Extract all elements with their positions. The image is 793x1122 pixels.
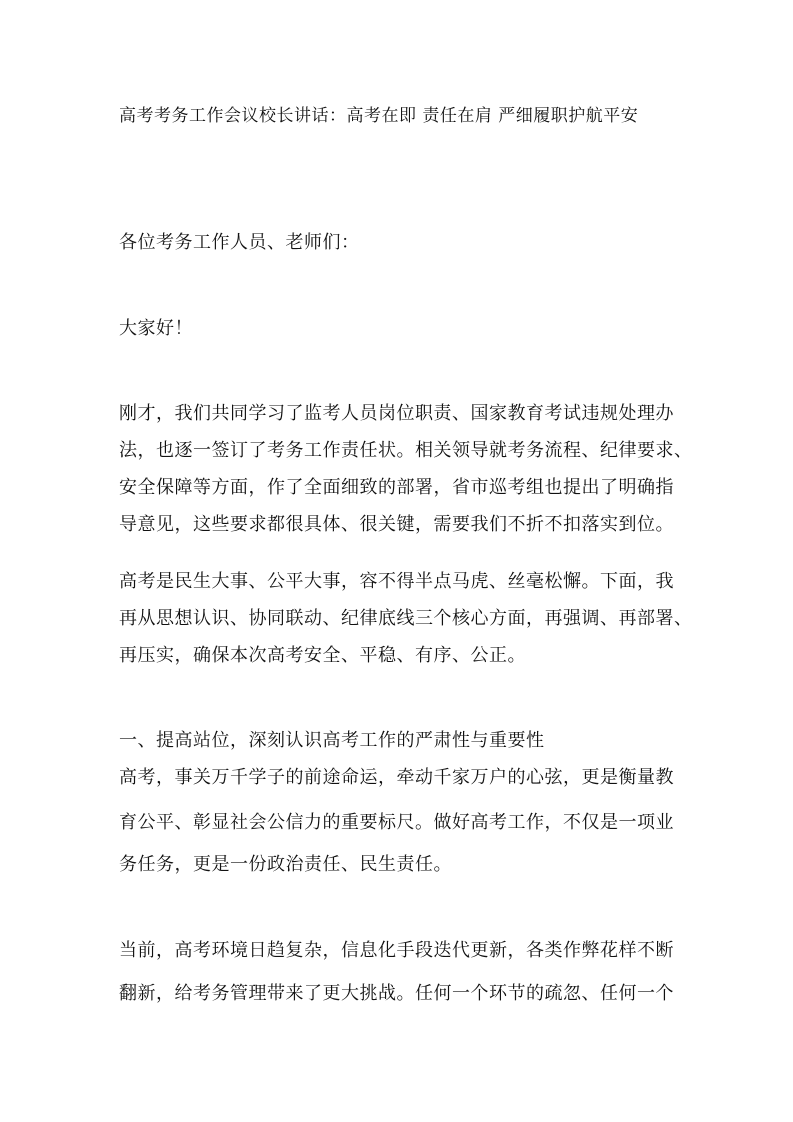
paragraph-line: 务任务，更是一份政治责任、民生责任。 <box>119 854 452 875</box>
paragraph-line: 再压实，确保本次高考安全、平稳、有序、公正。 <box>119 645 526 666</box>
paragraph-line: 再从思想认识、协同联动、纪律底线三个核心方面，再强调、再部署、 <box>119 608 693 629</box>
section-heading: 一、提高站位，深刻认识高考工作的严肃性与重要性 <box>119 730 545 751</box>
paragraph-line: 法，也逐一签订了考务工作责任状。相关领导就考务流程、纪律要求、 <box>119 440 693 461</box>
paragraph-line: 育公平、彰显社会公信力的重要标尺。做好高考工作，不仅是一项业 <box>119 812 674 833</box>
paragraph-line: 导意见，这些要求都很具体、很关键，需要我们不折不扣落实到位。 <box>119 514 674 535</box>
greeting-line: 各位考务工作人员、老师们： <box>119 232 360 253</box>
paragraph-line: 高考，事关万千学子的前途命运，牵动千家万户的心弦，更是衡量教 <box>119 767 674 788</box>
document-title: 高考考务工作会议校长讲话：高考在即 责任在肩 严细履职护航平安 <box>119 106 639 126</box>
hello-line: 大家好！ <box>119 318 193 339</box>
paragraph-line: 高考是民生大事、公平大事，容不得半点马虎、丝毫松懈。下面，我 <box>119 571 674 592</box>
paragraph-line: 刚才，我们共同学习了监考人员岗位职责、国家教育考试违规处理办 <box>119 403 674 424</box>
paragraph-line: 当前，高考环境日趋复杂，信息化手段迭代更新，各类作弊花样不断 <box>119 940 674 961</box>
paragraph-line: 翻新，给考务管理带来了更大挑战。任何一个环节的疏忽、任何一个 <box>119 983 674 1004</box>
paragraph-line: 安全保障等方面，作了全面细致的部署，省市巡考组也提出了明确指 <box>119 477 674 498</box>
